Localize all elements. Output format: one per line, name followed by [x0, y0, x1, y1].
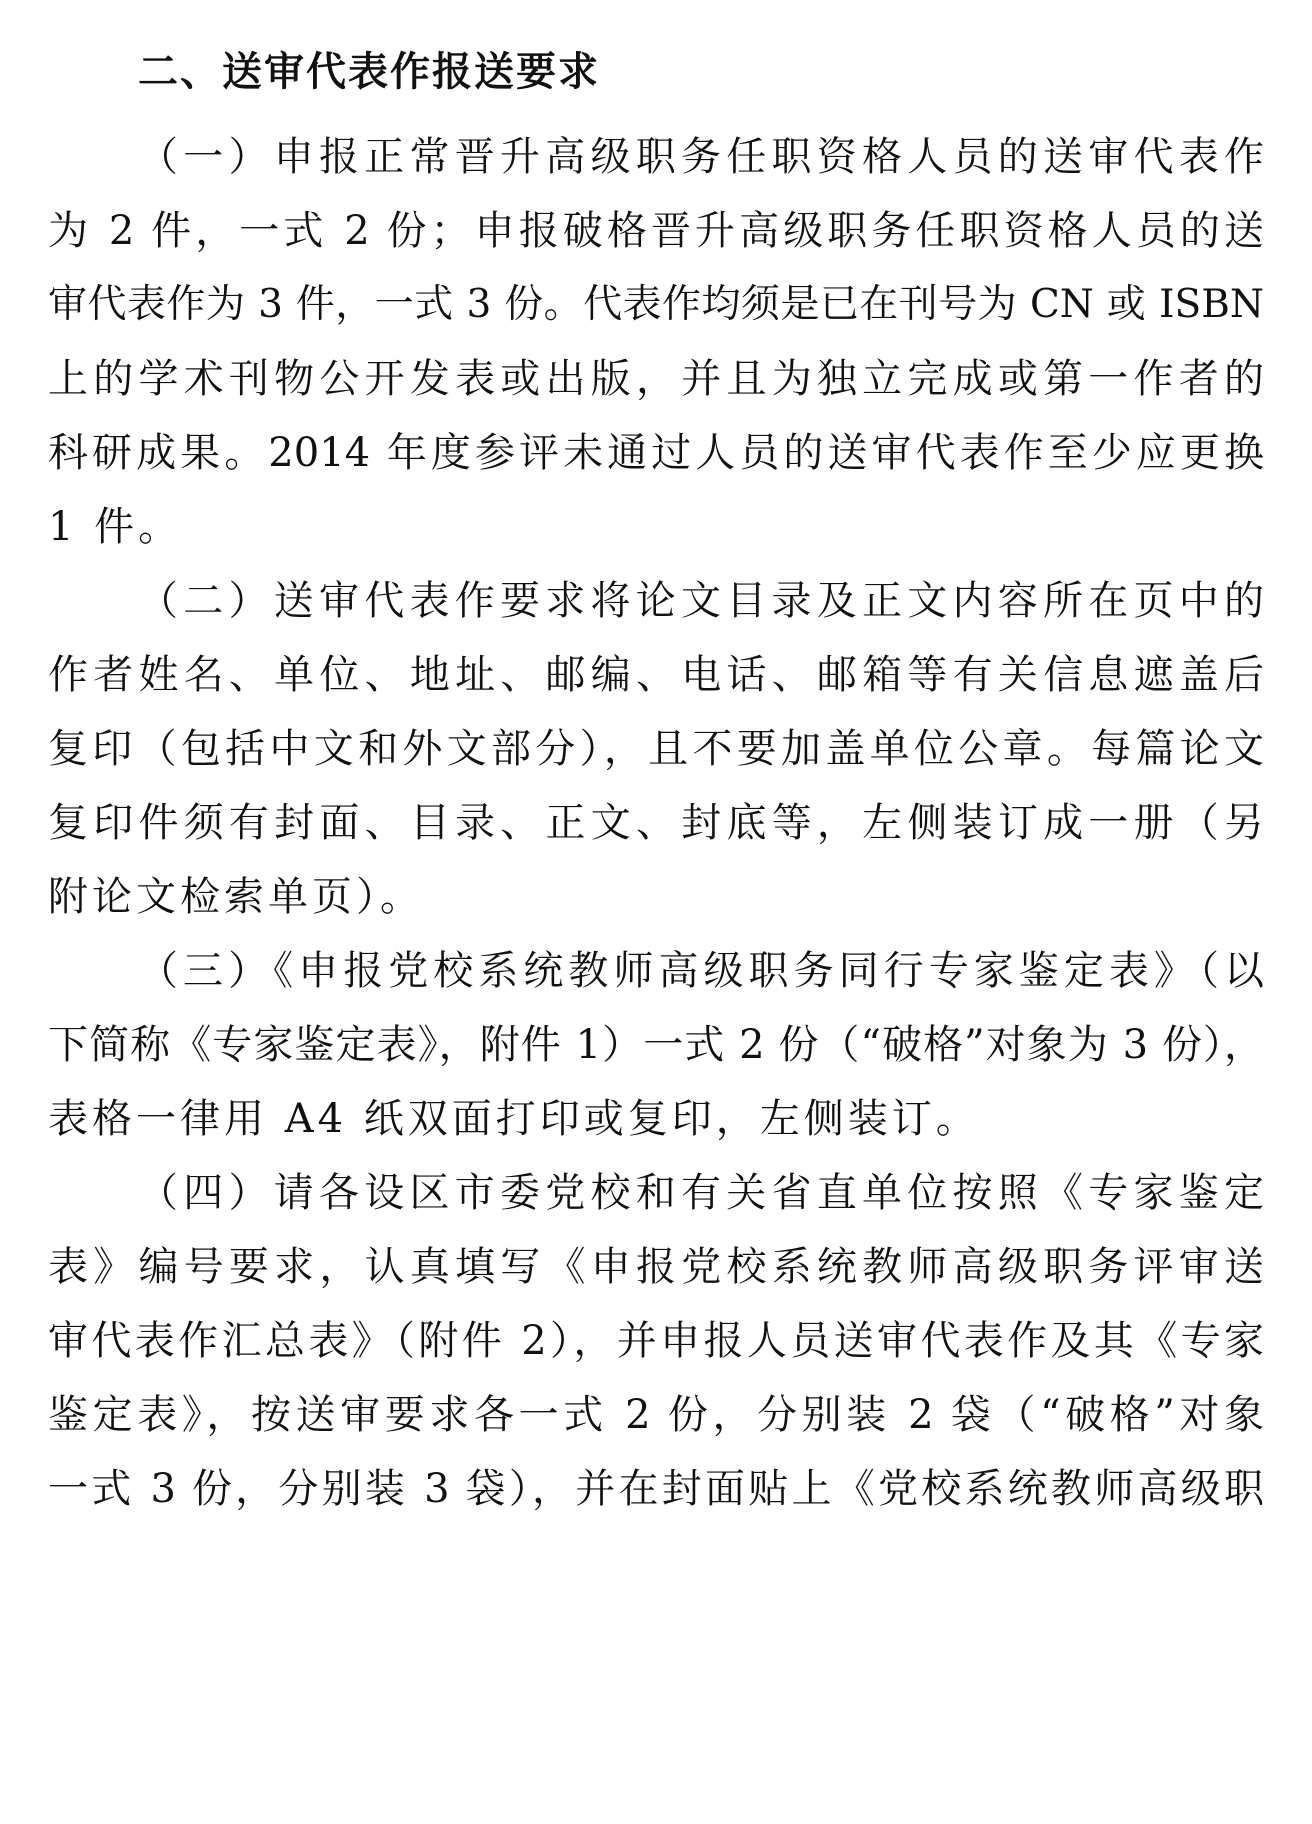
- paragraph-1-line-3: 审代表作为 3 件，一式 3 份。代表作均须是已在刊号为 CN 或 ISBN: [48, 282, 1264, 327]
- paragraph-1-line-5: 科研成果。2014 年度参评未通过人员的送审代表作至少应更换: [48, 430, 1264, 476]
- paragraph-2-line-2: 作者姓名、单位、地址、邮编、电话、邮箱等有关信息遮盖后: [48, 652, 1264, 698]
- paragraph-1-line-1: （一）申报正常晋升高级职务任职资格人员的送审代表作: [138, 134, 1264, 180]
- paragraph-1-line-2: 为 2 件，一式 2 份；申报破格晋升高级职务任职资格人员的送: [48, 208, 1264, 254]
- paragraph-4-line-1: （四）请各设区市委党校和有关省直单位按照《专家鉴定: [138, 1170, 1264, 1216]
- paragraph-2-line-5: 附论文检索单页）。: [48, 874, 424, 920]
- paragraph-3-line-1: （三）《申报党校系统教师高级职务同行专家鉴定表》（以: [138, 948, 1264, 994]
- paragraph-2-line-4: 复印件须有封面、目录、正文、封底等，左侧装订成一册（另: [48, 800, 1264, 846]
- paragraph-1-line-6: 1 件。: [48, 504, 183, 550]
- section-heading: 二、送审代表作报送要求: [138, 49, 600, 95]
- paragraph-3-line-3: 表格一律用 A4 纸双面打印或复印，左侧装订。: [48, 1096, 980, 1142]
- paragraph-4-line-4: 鉴定表》，按送审要求各一式 2 份，分别装 2 袋（“破格”对象: [48, 1392, 1264, 1438]
- paragraph-3-line-2: 下简称《专家鉴定表》，附件 1）一式 2 份（“破格”对象为 3 份），: [48, 1022, 1264, 1068]
- paragraph-4-line-3: 审代表作汇总表》（附件 2），并申报人员送审代表作及其《专家: [48, 1318, 1264, 1364]
- paragraph-4-line-5: 一式 3 份，分别装 3 袋），并在封面贴上《党校系统教师高级职: [48, 1466, 1264, 1512]
- paragraph-2-line-1: （二）送审代表作要求将论文目录及正文内容所在页中的: [138, 578, 1264, 624]
- paragraph-1-line-4: 上的学术刊物公开发表或出版，并且为独立完成或第一作者的: [48, 356, 1264, 402]
- paragraph-4-line-2: 表》编号要求，认真填写《申报党校系统教师高级职务评审送: [48, 1244, 1264, 1290]
- paragraph-2-line-3: 复印（包括中文和外文部分），且不要加盖单位公章。每篇论文: [48, 726, 1264, 772]
